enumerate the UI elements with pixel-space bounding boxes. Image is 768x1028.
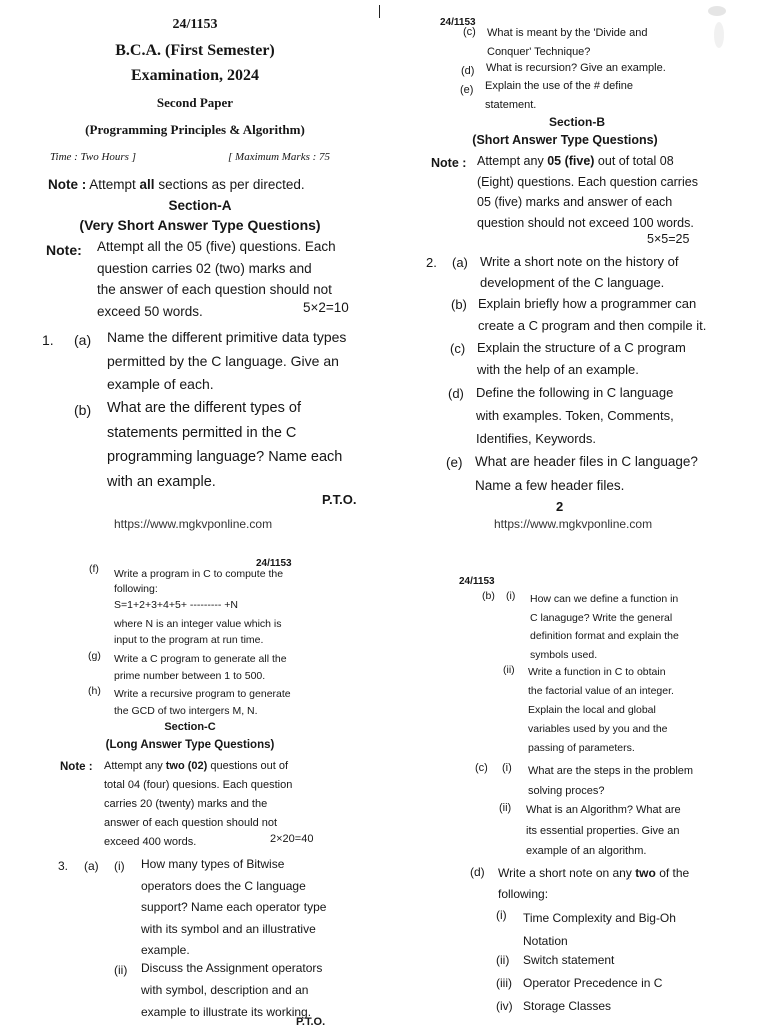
q-d-label: (d)	[470, 865, 485, 879]
question-line: operators does the C language	[141, 878, 306, 893]
section-b-subtitle: (Short Answer Type Questions)	[472, 133, 658, 147]
question-line: Write a recursive program to generate	[114, 688, 291, 700]
q-b-ii-label: (ii)	[503, 664, 515, 676]
q2c-text	[477, 337, 686, 381]
section-b-note-text	[477, 151, 698, 233]
question-line: What is meant by the 'Divide and	[487, 27, 648, 39]
note-line: (Eight) questions. Each question carries	[477, 174, 698, 189]
general-note	[48, 177, 305, 192]
question-line: its essential properties. Give an	[526, 824, 680, 837]
question-line: Discuss the Assignment operators	[141, 961, 323, 975]
q-b-label: (b)	[482, 590, 495, 602]
question-line: Write a C program to generate all the	[114, 653, 287, 665]
question-line: What is an Algorithm? What are	[526, 804, 681, 816]
question-line: Identifies, Keywords.	[476, 431, 596, 446]
paper-code: 24/1153	[459, 576, 495, 587]
paper-title: Second Paper	[156, 95, 234, 110]
question-line: development of the C language.	[480, 275, 665, 290]
note-text-bold: 05 (five)	[547, 154, 595, 168]
question-line: Define the following in C language	[476, 385, 674, 400]
section-b-note-label: Note :	[431, 156, 467, 170]
note-line: question should not exceed 100 words.	[477, 215, 694, 230]
q2e-label: (e)	[446, 455, 463, 470]
question-line: example of an algorithm.	[526, 845, 647, 857]
question-line: statements permitted in the C	[107, 424, 297, 441]
question-line: where N is an integer value which is	[114, 618, 282, 630]
q-g-text	[114, 651, 287, 685]
q2-number: 2.	[426, 255, 437, 270]
question-line: Explain briefly how a programmer can	[478, 296, 697, 311]
section-a-note-text	[97, 236, 336, 322]
q-f-text	[114, 567, 283, 597]
pto-label: P.T.O.	[296, 1016, 326, 1028]
q2a-text	[480, 251, 678, 293]
q-d-item-label: (i)	[496, 908, 507, 922]
q1b-label: (b)	[74, 402, 92, 418]
note-text-pre: Attempt	[89, 177, 140, 192]
q3a-i-text	[141, 854, 326, 962]
q-c-i-label: (i)	[502, 762, 512, 774]
question-line: following:	[114, 583, 158, 595]
question-line: Conquer' Technique?	[487, 45, 591, 58]
q-d-item-label: (iv)	[496, 999, 513, 1013]
q-b-i-text	[530, 590, 679, 664]
q2d-label: (d)	[448, 386, 464, 401]
q1-number: 1.	[42, 332, 54, 348]
q-d-item-text: Operator Precedence in C	[523, 976, 663, 990]
question-line: Name a few header files.	[475, 478, 625, 493]
question-line: symbols used.	[530, 648, 598, 661]
section-a-subtitle: (Very Short Answer Type Questions)	[79, 217, 321, 233]
q-h-label: (h)	[88, 685, 101, 697]
note-text-post: questions out of	[207, 760, 289, 772]
q-d-text-pre: Write a short note on any	[498, 866, 636, 880]
note-text-post: out of total 08	[594, 154, 674, 168]
q-item-text	[487, 24, 647, 61]
note-line: exceed 50 words.	[97, 303, 203, 319]
question-line: Notation	[523, 934, 568, 948]
paper-code: 24/1153	[440, 17, 476, 28]
question-line: Write a function in C to obtain	[528, 666, 666, 678]
question-line: with its symbol and an illustrative	[141, 921, 316, 936]
note-text-post: sections as per directed.	[154, 177, 305, 192]
q-d-text	[498, 863, 689, 905]
question-line: prime number between 1 to 500.	[114, 670, 266, 682]
note-line: carries 20 (twenty) marks and the	[104, 798, 268, 810]
question-line: example of each.	[107, 376, 214, 392]
question-line: with symbol, description and an	[141, 983, 309, 997]
subject-title: (Programming Principles & Algorithm)	[85, 122, 305, 137]
source-url: https://www.mgkvponline.com	[114, 517, 273, 531]
scan-smudge	[708, 6, 726, 16]
q2b-label: (b)	[451, 297, 467, 312]
section-b-title: Section-B	[548, 115, 605, 129]
note-text-bold: two (02)	[165, 760, 208, 772]
scan-smudge	[714, 22, 724, 48]
q-d-item-label: (iii)	[496, 976, 512, 990]
question-line	[498, 863, 689, 884]
question-line: create a C program and then compile it.	[478, 318, 707, 333]
note-text-bold: all	[139, 177, 155, 192]
question-line: Explain the local and global	[528, 704, 656, 716]
q-d-item-text	[523, 907, 676, 953]
note-label: Note :	[48, 177, 87, 192]
question-line: with examples. Token, Comments,	[476, 408, 674, 423]
q-c-label: (c)	[475, 762, 488, 774]
section-c-subtitle: (Long Answer Type Questions)	[105, 739, 275, 751]
question-line: variables used by you and the	[528, 723, 668, 735]
q2a-label: (a)	[452, 255, 468, 270]
q3a-label: (a)	[84, 859, 99, 873]
q-f-formula: S=1+2+3+4+5+ --------- +N	[114, 599, 239, 611]
question-line: statement.	[485, 99, 537, 111]
question-line: permitted by the C language. Give an	[107, 352, 339, 369]
q-d-item-label: (ii)	[496, 953, 510, 967]
section-c-marks: 2×20=40	[270, 833, 314, 845]
question-line: the factorial value of an integer.	[528, 685, 674, 697]
note-line: exceed 400 words.	[104, 836, 197, 848]
q-d-text-post: of the	[655, 866, 690, 880]
q1b-text	[107, 396, 342, 494]
q1a-label: (a)	[74, 332, 92, 348]
section-a-title: Section-A	[168, 198, 232, 213]
time-label: Time : Two Hours ]	[50, 151, 136, 163]
question-line: definition format and explain the	[530, 630, 679, 642]
q-h-text	[114, 686, 291, 720]
q-item-text: What is recursion? Give an example.	[486, 62, 666, 74]
note-line: total 04 (four) quesions. Each question	[104, 779, 293, 791]
q-g-label: (g)	[88, 650, 101, 662]
q-d-text-bold: two	[635, 866, 656, 880]
exam-title: Examination, 2024	[130, 67, 259, 84]
q-d-item-text: Storage Classes	[523, 999, 612, 1013]
source-url: https://www.mgkvponline.com	[494, 517, 653, 531]
note-text-pre: Attempt any	[477, 154, 548, 168]
q-c-ii-text	[526, 800, 681, 862]
q2c-label: (c)	[450, 341, 466, 356]
section-c-note-text	[104, 757, 292, 852]
question-line: input to the program at run time.	[114, 634, 264, 646]
question-line: programming language? Name each	[107, 449, 343, 465]
question-line: Time Complexity and Big-Oh	[523, 911, 676, 925]
question-line: with an example.	[107, 473, 216, 490]
q3a-ii-label: (ii)	[114, 963, 128, 977]
question-line: How can we define a function in	[530, 593, 679, 605]
q2b-text	[478, 293, 706, 337]
q3-number: 3.	[58, 859, 69, 873]
page-number: 2	[556, 499, 564, 514]
question-line: How many types of Bitwise	[141, 857, 285, 871]
q-item-label: (e)	[460, 84, 474, 96]
q-c-ii-label: (ii)	[499, 802, 512, 814]
section-c-note-label: Note :	[60, 761, 93, 773]
q2e-text	[475, 450, 698, 498]
question-line: Write a short note on the history of	[480, 254, 679, 269]
q-item-label: (d)	[461, 65, 475, 77]
question-line: support? Name each operator type	[141, 900, 327, 914]
question-line: What are the steps in the problem	[528, 765, 694, 777]
question-line: C lanaguge? Write the general	[530, 611, 673, 624]
q2d-text	[476, 381, 674, 450]
section-a-note-label: Note:	[46, 242, 82, 258]
question-line: passing of parameters.	[528, 742, 635, 754]
course-title: B.C.A. (First Semester)	[115, 42, 275, 59]
question-line: Name the different primitive data types	[107, 329, 347, 345]
q3a-ii-text	[141, 957, 322, 1023]
question-line: Explain the structure of a C program	[477, 340, 686, 355]
pto-label: P.T.O.	[322, 492, 357, 507]
note-line: question carries 02 (two) marks and	[97, 260, 312, 276]
note-line: Attempt all the 05 (five) questions. Each	[97, 239, 336, 254]
q1a-text	[107, 326, 346, 397]
q-item-label: (c)	[463, 26, 476, 38]
question-line: Write a program in C to compute the	[114, 568, 284, 580]
note-line: the answer of each question should not	[97, 282, 332, 297]
question-line: Explain the use of the # define	[485, 80, 633, 92]
section-b-marks: 5×5=25	[647, 232, 690, 246]
q-c-i-text	[528, 761, 693, 801]
section-a-marks: 5×2=10	[303, 300, 349, 315]
q-b-i-label: (i)	[506, 590, 516, 602]
note-line	[477, 151, 698, 172]
question-line: with the help of an example.	[477, 362, 639, 377]
q-f-label: (f)	[89, 563, 99, 575]
q-item-text	[485, 77, 633, 115]
question-line: following:	[498, 887, 549, 901]
question-line: example.	[141, 943, 190, 957]
question-line: example to illustrate its working.	[141, 1005, 312, 1019]
note-line: 05 (five) marks and answer of each	[477, 195, 673, 209]
q-f-text-2	[114, 616, 282, 648]
note-line	[104, 757, 292, 776]
q-b-ii-text	[528, 663, 674, 758]
note-text-pre: Attempt any	[104, 760, 166, 772]
question-line: What are header files in C language?	[475, 454, 698, 469]
q-d-item-text: Switch statement	[523, 953, 615, 967]
scan-mark	[379, 5, 380, 18]
max-marks-label: [ Maximum Marks : 75	[228, 151, 331, 163]
paper-code: 24/1153	[172, 17, 218, 32]
note-line: answer of each question should not	[104, 817, 278, 829]
section-c-title: Section-C	[164, 721, 216, 733]
question-line: the GCD of two intergers M, N.	[114, 705, 258, 717]
question-line: What are the different types of	[107, 400, 301, 416]
question-line: solving proces?	[528, 785, 605, 797]
paper-code: 24/1153	[256, 558, 292, 569]
q3a-i-label: (i)	[114, 859, 125, 873]
